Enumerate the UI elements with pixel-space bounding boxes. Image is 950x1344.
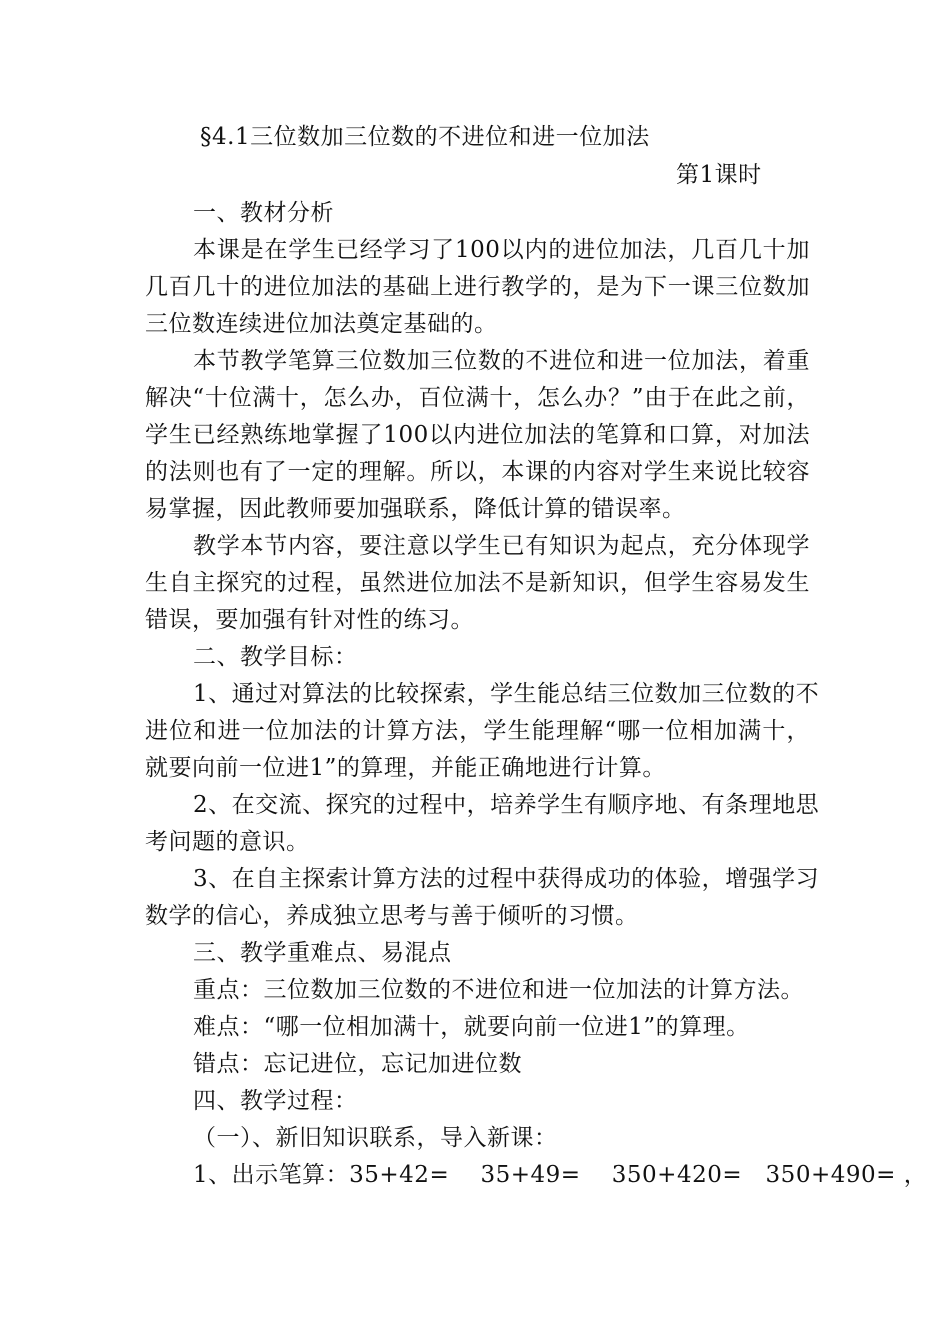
paragraph-line: 教学本节内容，要注意以学生已有知识为起点，充分体现学 xyxy=(193,533,810,559)
paragraph-line: 三位数连续进位加法奠定基础的。 xyxy=(145,311,498,337)
paragraph-line: 解决“十位满十，怎么办，百位满十，怎么办？”由于在此之前， xyxy=(145,385,810,411)
subsection-heading: （一）、新旧知识联系，导入新课： xyxy=(193,1125,558,1151)
paragraph-line: 就要向前一位进1”的算理，并能正确地进行计算。 xyxy=(145,755,666,781)
section-heading: 三、教学重难点、易混点 xyxy=(193,940,452,966)
paragraph-line: 难点：“哪一位相加满十，就要向前一位进1”的算理。 xyxy=(193,1014,750,1040)
paragraph-line: 错点：忘记进位，忘记加进位数 xyxy=(193,1051,522,1077)
paragraph-line: 1、通过对算法的比较探索，学生能总结三位数加三位数的不 xyxy=(193,681,820,707)
section-heading: 四、教学过程： xyxy=(193,1088,358,1114)
paragraph-line: 3、在自主探索计算方法的过程中获得成功的体验，增强学习 xyxy=(193,866,820,892)
paragraph-line: 本节教学笔算三位数加三位数的不进位和进一位加法，着重 xyxy=(193,348,810,374)
paragraph-line: 2、在交流、探究的过程中，培养学生有顺序地、有条理地思 xyxy=(193,792,820,818)
paragraph-line: 几百几十的进位加法的基础上进行教学的，是为下一课三位数加 xyxy=(145,274,810,300)
paragraph-line: 错误，要加强有针对性的练习。 xyxy=(145,607,474,633)
section-heading: 二、教学目标： xyxy=(193,644,358,670)
lesson-label: 第1课时 xyxy=(676,162,762,188)
paragraph-line: 的法则也有了一定的理解。所以，本课的内容对学生来说比较容 xyxy=(145,459,810,485)
section-heading: 一、教材分析 xyxy=(193,200,334,226)
document-title: §4.1三位数加三位数的不进位和进一位加法 xyxy=(200,124,650,150)
paragraph-line: 本课是在学生已经学习了100以内的进位加法，几百几十加 xyxy=(193,237,810,263)
paragraph-line: 易掌握，因此教师要加强联系，降低计算的错误率。 xyxy=(145,496,686,522)
paragraph-line: 进位和进一位加法的计算方法，学生能理解“哪一位相加满十， xyxy=(145,718,810,744)
paragraph-line: 重点：三位数加三位数的不进位和进一位加法的计算方法。 xyxy=(193,977,804,1003)
paragraph-line: 学生已经熟练地掌握了100以内进位加法的笔算和口算，对加法 xyxy=(145,422,810,448)
paragraph-line: 1、出示笔算：35+42= 35+49= 350+420= 350+490= ， xyxy=(193,1162,928,1188)
paragraph-line: 生自主探究的过程，虽然进位加法不是新知识，但学生容易发生 xyxy=(145,570,810,596)
paragraph-line: 数学的信心，养成独立思考与善于倾听的习惯。 xyxy=(145,903,639,929)
paragraph-line: 考问题的意识。 xyxy=(145,829,310,855)
